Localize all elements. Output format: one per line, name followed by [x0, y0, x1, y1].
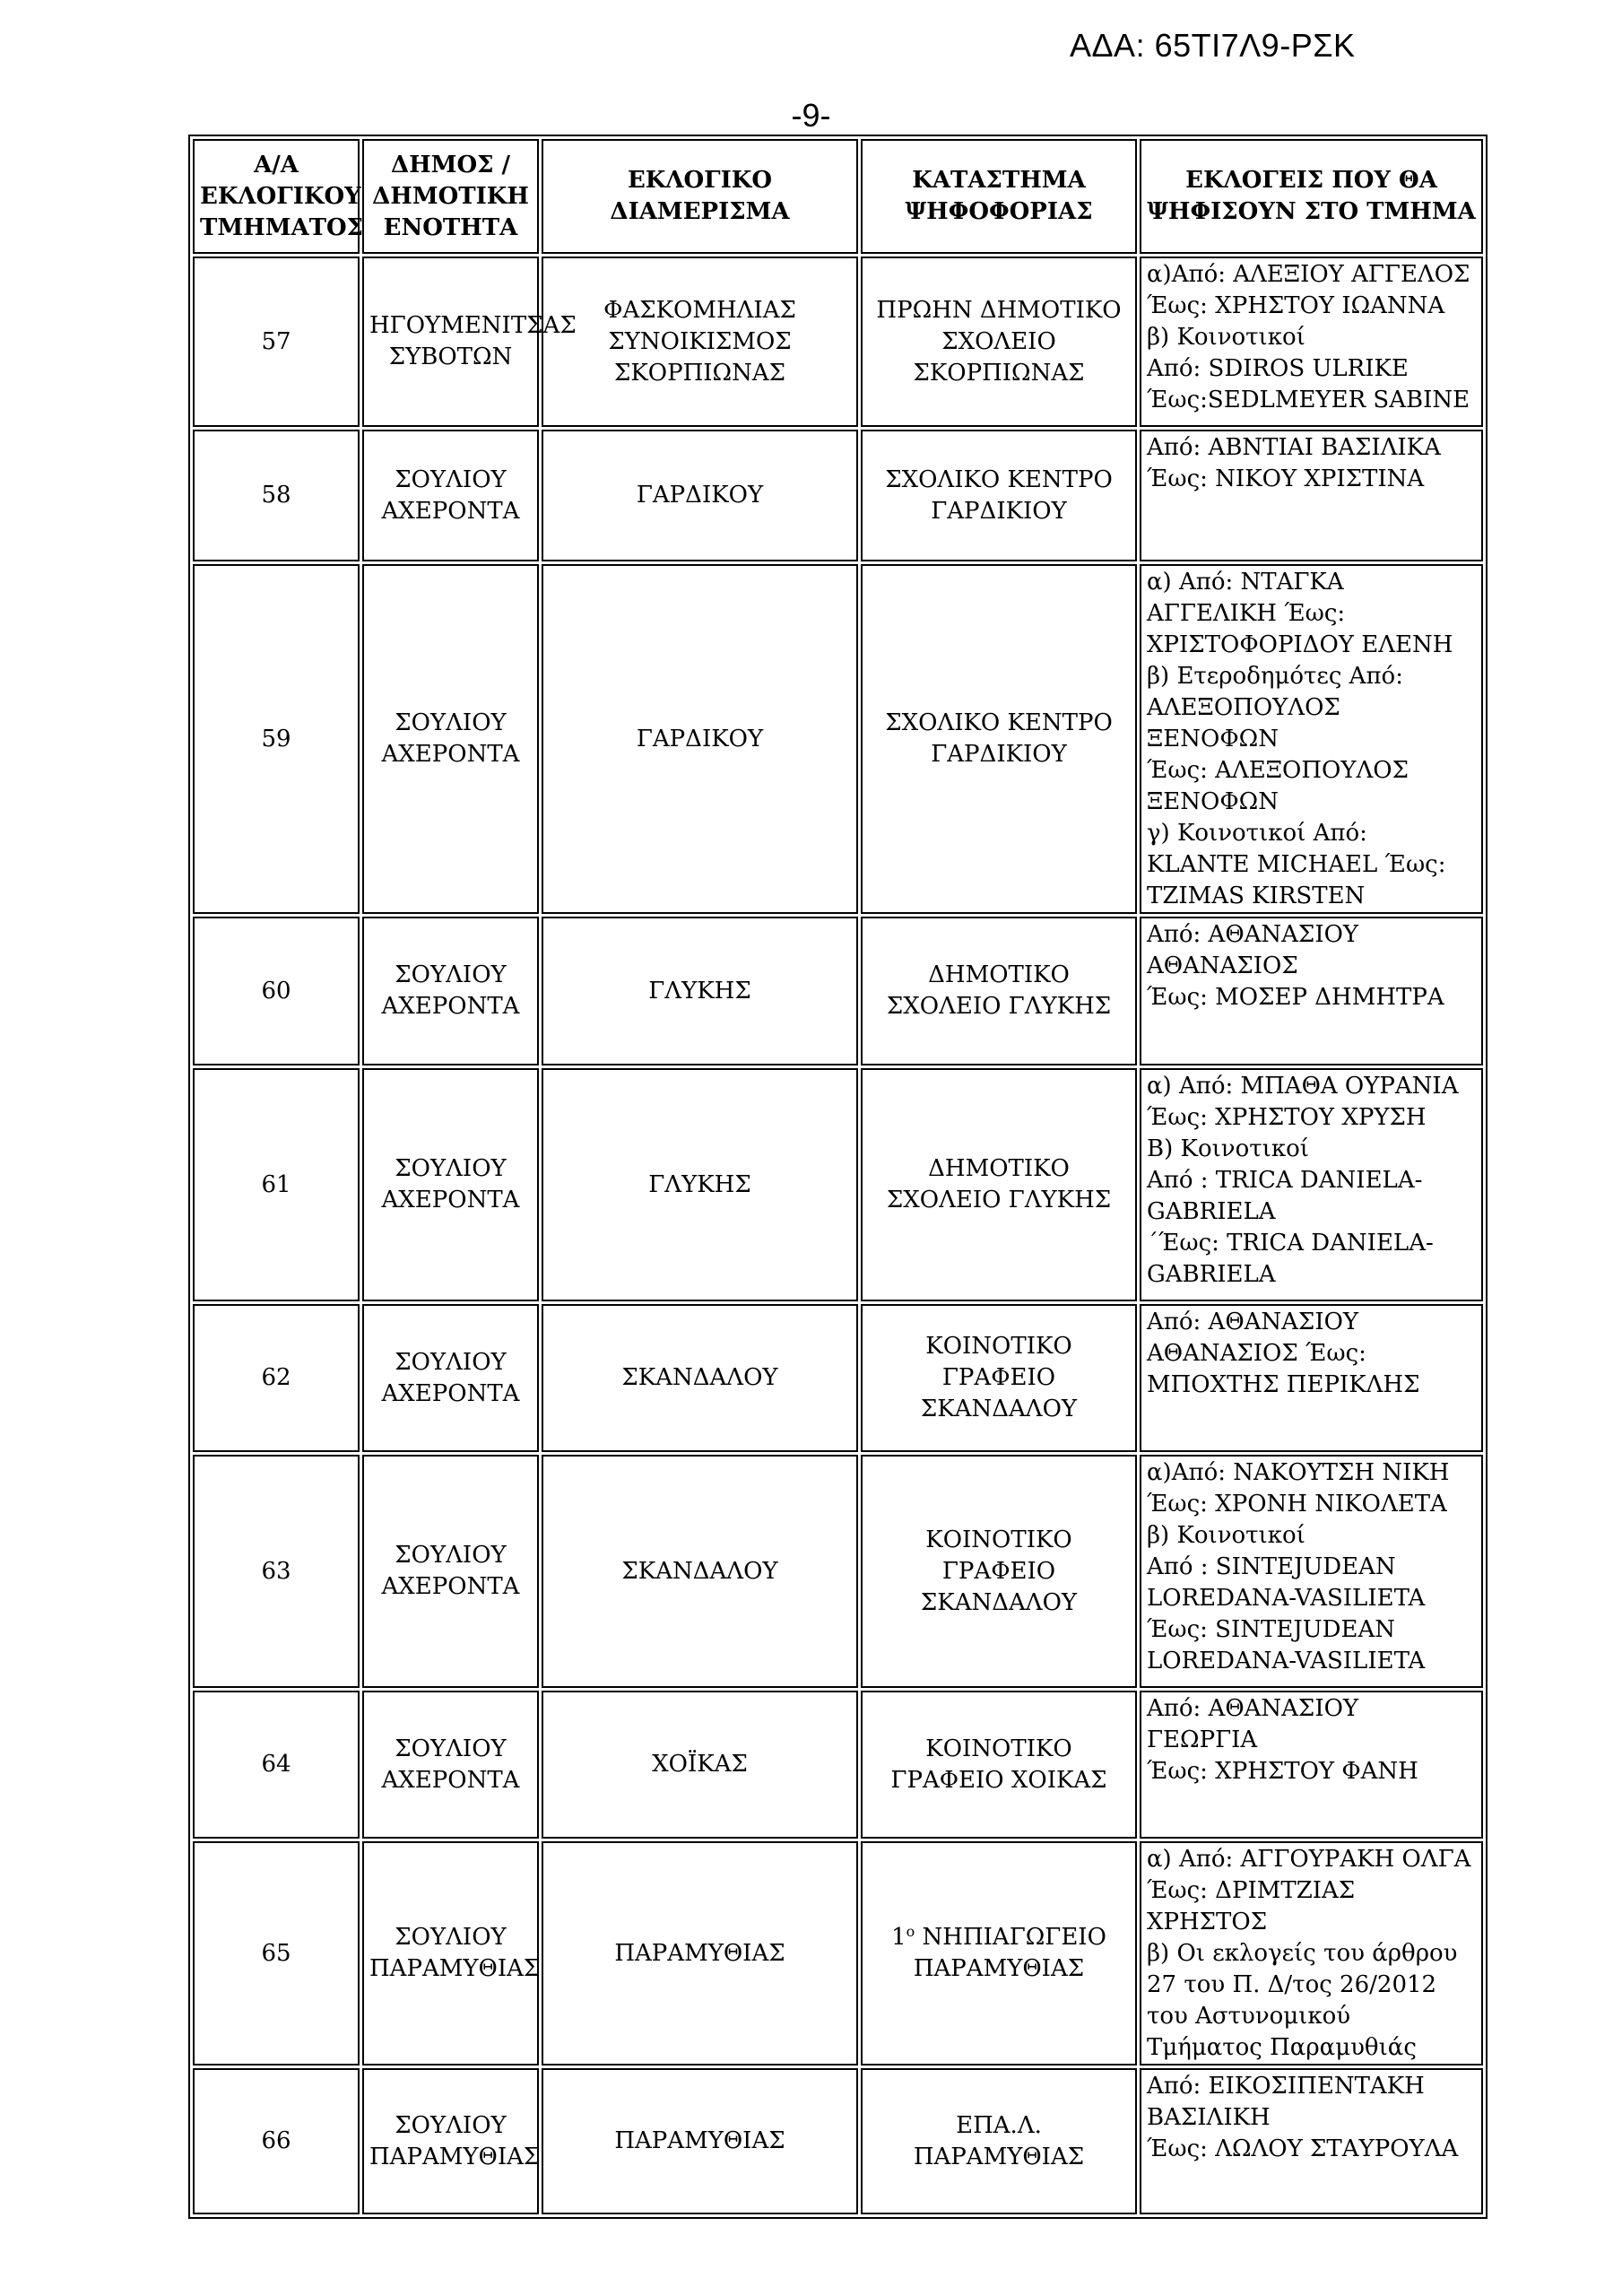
cell-dimos: ΣΟΥΛΙΟΥ ΠΑΡΑΜΥΘΙΑΣ [362, 1841, 539, 2066]
cell-dimos: ΗΓΟΥΜΕΝΙΤΣΑΣ ΣΥΒΟΤΩΝ [362, 257, 539, 427]
column-header-ekloges: ΕΚΛΟΓΕΙΣ ΠΟΥ ΘΑ ΨΗΦΙΣΟΥΝ ΣΤΟ ΤΜΗΜΑ [1140, 139, 1483, 254]
cell-diamerisma: ΧΟΪΚΑΣ [542, 1691, 858, 1839]
cell-katastima: ΚΟΙΝΟΤΙΚΟ ΓΡΑΦΕΙΟ ΣΚΑΝΔΑΛΟΥ [861, 1304, 1137, 1452]
cell-aa: 66 [193, 2068, 360, 2214]
table-row [193, 1455, 1483, 1688]
table-row [193, 1068, 1483, 1301]
cell-katastima: ΣΧΟΛΙΚΟ ΚΕΝΤΡΟ ΓΑΡΔΙΚΙΟΥ [861, 430, 1137, 561]
cell-katastima: ΠΡΩΗΝ ΔΗΜΟΤΙΚΟ ΣΧΟΛΕΙΟ ΣΚΟΡΠΙΩΝΑΣ [861, 257, 1137, 427]
cell-diamerisma: ΦΑΣΚΟΜΗΛΙΑΣ ΣΥΝΟΙΚΙΣΜΟΣ ΣΚΟΡΠΙΩΝΑΣ [542, 257, 858, 427]
table-row [193, 1691, 1483, 1839]
cell-ekloges: Από: ΑΘΑΝΑΣΙΟΥ ΑΘΑΝΑΣΙΟΣ Έως: ΜΟΣΕΡ ΔΗΜΗΤΡΑ [1140, 917, 1483, 1065]
cell-katastima: ΣΧΟΛΙΚΟ ΚΕΝΤΡΟ ΓΑΡΔΙΚΙΟΥ [861, 564, 1137, 914]
table-row [193, 430, 1483, 561]
cell-aa: 58 [193, 430, 360, 561]
cell-diamerisma: ΓΑΡΔΙΚΟΥ [542, 430, 858, 561]
polling-stations-table [188, 135, 1488, 2219]
cell-dimos: ΣΟΥΛΙΟΥ ΑΧΕΡΟΝΤΑ [362, 1068, 539, 1301]
cell-dimos: ΣΟΥΛΙΟΥ ΑΧΕΡΟΝΤΑ [362, 1455, 539, 1688]
cell-ekloges: Από: ΑΘΑΝΑΣΙΟΥ ΓΕΩΡΓΙΑ Έως: ΧΡΗΣΤΟΥ ΦΑΝΗ [1140, 1691, 1483, 1839]
cell-dimos: ΣΟΥΛΙΟΥ ΑΧΕΡΟΝΤΑ [362, 430, 539, 561]
cell-aa: 59 [193, 564, 360, 914]
katastima-line2: ΠΑΡΑΜΥΘΙΑΣ [913, 1955, 1085, 1982]
cell-dimos: ΣΟΥΛΙΟΥ ΑΧΕΡΟΝΤΑ [362, 1304, 539, 1452]
page-number: -9- [791, 97, 831, 134]
cell-katastima: ΔΗΜΟΤΙΚΟ ΣΧΟΛΕΙΟ ΓΛΥΚΗΣ [861, 1068, 1137, 1301]
cell-ekloges: α) Από: ΝΤΑΓΚΑ ΑΓΓΕΛΙΚΗ Έως: ΧΡΙΣΤΟΦΟΡΙΔΟΥ ΕΛΕΝΗ β) Ετεροδημότες Από: ΑΛΕΞΟΠΟΥΛΟΣ ΞΕΝΟΦΩΝ Έως: ΑΛΕΞΟΠΟΥΛΟΣ ΞΕΝΟΦΩΝ γ) Κοινοτικοί Από: KLANTE MICHAEL Έως: TZIMAS KIRSTEN [1140, 564, 1483, 914]
cell-diamerisma: ΓΑΡΔΙΚΟΥ [542, 564, 858, 914]
cell-katastima: ΕΠΑ.Λ. ΠΑΡΑΜΥΘΙΑΣ [861, 2068, 1137, 2214]
cell-ekloges: α) Από: ΑΓΓΟΥΡΑΚΗ ΟΛΓΑ Έως: ΔΡΙΜΤΖΙΑΣ ΧΡΗΣΤΟΣ β) Οι εκλογείς του άρθρου 27 του Π. Δ/τος 26/2012 του Αστυνομικού Τμήματος Παραμυθιάς [1140, 1841, 1483, 2066]
katastima-number: 1 [891, 1924, 906, 1951]
cell-dimos: ΣΟΥΛΙΟΥ ΑΧΕΡΟΝΤΑ [362, 917, 539, 1065]
table-row [193, 257, 1483, 427]
cell-aa: 57 [193, 257, 360, 427]
column-header-aa: Α/Α ΕΚΛΟΓΙΚΟΥ ΤΜΗΜΑΤΟΣ [193, 139, 360, 254]
table-row [193, 2068, 1483, 2214]
column-header-dimos: ΔΗΜΟΣ / ΔΗΜΟΤΙΚΗ ΕΝΟΤΗΤΑ [362, 139, 539, 254]
cell-aa: 63 [193, 1455, 360, 1688]
cell-ekloges: α) Από: ΜΠΑΘΑ ΟΥΡΑΝΙΑ Έως: ΧΡΗΣΤΟΥ ΧΡΥΣΗ Β) Κοινοτικοί Από : TRICA DANIELA- GABRIELA ΄Έως: TRICA DANIELA- GABRIELA [1140, 1068, 1483, 1301]
cell-aa: 65 [193, 1841, 360, 2066]
cell-ekloges: α)Από: ΝΑΚΟΥΤΣΗ ΝΙΚΗ Έως: ΧΡΟΝΗ ΝΙΚΟΛΕΤΑ β) Κοινοτικοί Από : SINTEJUDEAN LOREDANA-VASILIETA Έως: SINTEJUDEAN LOREDANA-VASILIETA [1140, 1455, 1483, 1688]
cell-diamerisma: ΠΑΡΑΜΥΘΙΑΣ [542, 1841, 858, 2066]
cell-katastima: ΚΟΙΝΟΤΙΚΟ ΓΡΑΦΕΙΟ ΧΟΙΚΑΣ [861, 1691, 1137, 1839]
cell-katastima [861, 1841, 1137, 2066]
cell-aa: 61 [193, 1068, 360, 1301]
column-header-diamerisma: ΕΚΛΟΓΙΚΟ ΔΙΑΜΕΡΙΣΜΑ [542, 139, 858, 254]
cell-ekloges: Από: ΑΘΑΝΑΣΙΟΥ ΑΘΑΝΑΣΙΟΣ Έως: ΜΠΟΧΤΗΣ ΠΕΡΙΚΛΗΣ [1140, 1304, 1483, 1452]
cell-ekloges: α)Από: ΑΛΕΞΙΟΥ ΑΓΓΕΛΟΣ Έως: ΧΡΗΣΤΟΥ ΙΩΑΝΝΑ β) Κοινοτικοί Από: SDIROS ULRIKE Έως:SEDLMEYER SABINE [1140, 257, 1483, 427]
column-header-katastima: ΚΑΤΑΣΤΗΜΑ ΨΗΦΟΦΟΡΙΑΣ [861, 139, 1137, 254]
cell-dimos: ΣΟΥΛΙΟΥ ΑΧΕΡΟΝΤΑ [362, 1691, 539, 1839]
cell-diamerisma: ΣΚΑΝΔΑΛΟΥ [542, 1304, 858, 1452]
cell-katastima: ΔΗΜΟΤΙΚΟ ΣΧΟΛΕΙΟ ΓΛΥΚΗΣ [861, 917, 1137, 1065]
table-header-row [193, 139, 1483, 254]
cell-dimos: ΣΟΥΛΙΟΥ ΑΧΕΡΟΝΤΑ [362, 564, 539, 914]
cell-diamerisma: ΠΑΡΑΜΥΘΙΑΣ [542, 2068, 858, 2214]
cell-diamerisma: ΓΛΥΚΗΣ [542, 1068, 858, 1301]
cell-katastima: ΚΟΙΝΟΤΙΚΟ ΓΡΑΦΕΙΟ ΣΚΑΝΔΑΛΟΥ [861, 1455, 1137, 1688]
table-row [193, 1304, 1483, 1452]
cell-diamerisma: ΓΛΥΚΗΣ [542, 917, 858, 1065]
cell-aa: 62 [193, 1304, 360, 1452]
cell-dimos: ΣΟΥΛΙΟΥ ΠΑΡΑΜΥΘΙΑΣ [362, 2068, 539, 2214]
cell-ekloges: Από: ΕΙΚΟΣΙΠΕΝΤΑΚΗ ΒΑΣΙΛΙΚΗ Έως: ΛΩΛΟΥ ΣΤΑΥΡΟΥΛΑ [1140, 2068, 1483, 2214]
table-row [193, 564, 1483, 914]
katastima-name: ΝΗΠΙΑΓΩΓΕΙΟ [915, 1924, 1106, 1951]
cell-aa: 64 [193, 1691, 360, 1839]
cell-aa: 60 [193, 917, 360, 1065]
cell-diamerisma: ΣΚΑΝΔΑΛΟΥ [542, 1455, 858, 1688]
table-row [193, 917, 1483, 1065]
ada-code: ΑΔΑ: 65ΤΙ7Λ9-ΡΣΚ [1070, 27, 1356, 64]
cell-ekloges: Από: ΑΒΝΤΙΑΙ ΒΑΣΙΛΙΚΑ Έως: ΝΙΚΟΥ ΧΡΙΣΤΙΝΑ [1140, 430, 1483, 561]
table-row [193, 1841, 1483, 2066]
katastima-ordinal: ο [906, 1923, 915, 1940]
